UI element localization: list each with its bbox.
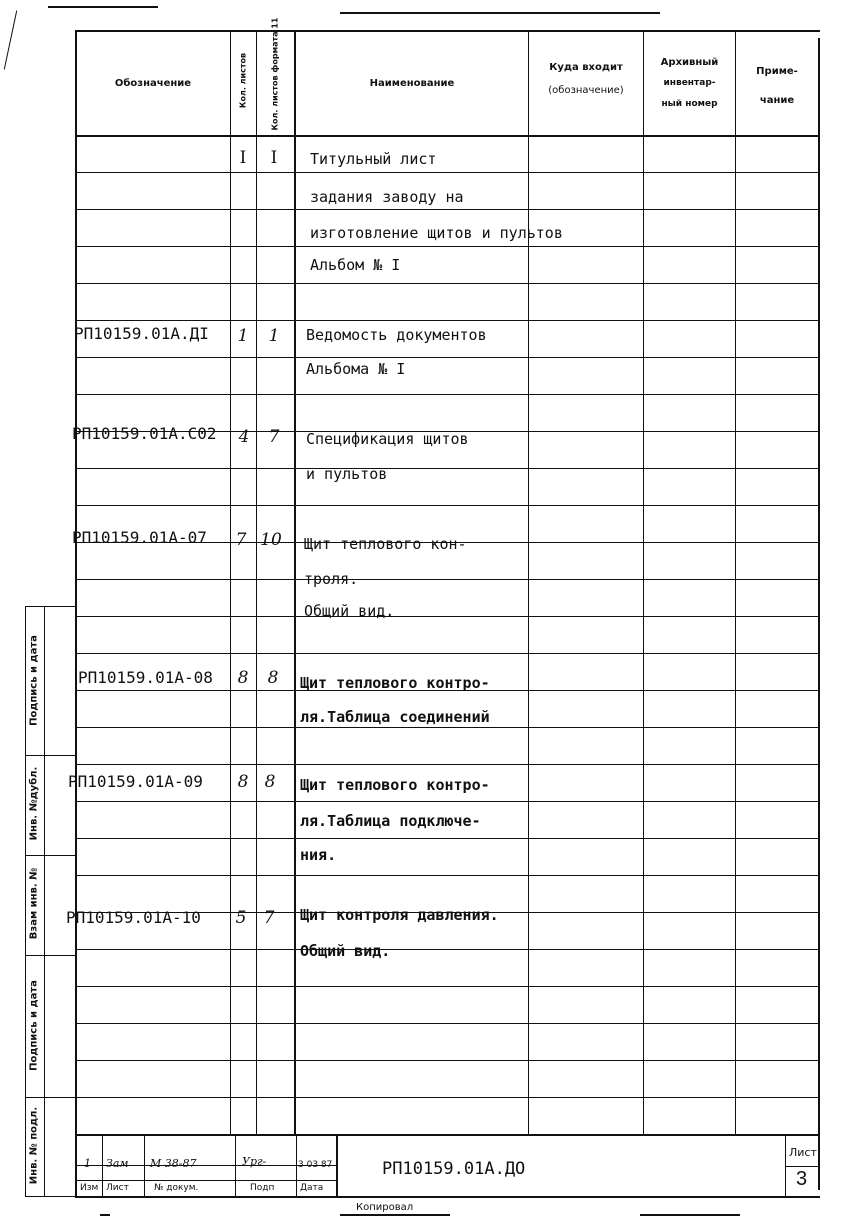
row-name-line: Титульный лист [310,150,437,168]
row-name-line: Щит теплового контро- [300,776,490,794]
row-name-line: Ведомость документов [306,326,487,344]
sheet-number: 3 [796,1168,808,1190]
row-format: 7 [268,427,280,447]
footer-dash-right [640,1214,740,1216]
row-sheets: 8 [237,668,249,688]
header-note-line1: Приме- [756,66,798,77]
header-archive-line1: Архивный [660,57,719,68]
row-name-line: и пультов [306,465,388,483]
stamp-caption-date: Дата [300,1183,324,1193]
row-sheets: 7 [235,530,247,550]
row-name-line: Общий вид. [304,602,395,620]
row-name-line: Щит теплового контро- [300,674,490,692]
row-sheets: I [239,148,247,168]
row-sheets: 5 [235,908,247,928]
footer-dash-left [100,1214,110,1216]
stamp-change-type: Зам [106,1157,129,1170]
row-designation: РП10159.01А.ДI [74,324,209,343]
row-name-line: троля. [304,570,359,588]
stamp-doc-no: М 38-87 [150,1157,197,1170]
header-archive [644,55,735,112]
stamp-caption-sign: Подп [250,1183,275,1193]
footer-copy-label: Копировал [356,1202,414,1213]
row-format: 10 [260,530,282,550]
header-designation: Обозначение [114,78,192,89]
sheet-caption: Лист [789,1146,817,1159]
stamp-caption-doc: № докум. [154,1183,199,1193]
row-format: 1 [268,326,280,346]
row-sheets: 8 [237,772,249,792]
header-format: Кол. листов формата 11 [270,17,280,131]
side-label-sign-date: Подпись и дата [28,635,40,726]
side-label-inv-dubl: Инв. №дубл. [28,766,40,841]
row-name-line: Альбома № I [306,360,406,378]
header-sheets: Кол. листов [238,52,248,109]
header-where [529,60,643,98]
row-name-line: Щит теплового кон- [304,535,467,553]
row-designation: РП10159.01А-10 [66,908,201,927]
header-where-line2: (обозначение) [548,85,624,96]
header-archive-line2: инвентар- [663,78,716,88]
row-name-line: Спецификация щитов [306,430,469,448]
footer-dash [340,1214,450,1216]
row-sheets: 1 [237,326,249,346]
stamp-signature: Ург- [242,1155,267,1168]
row-designation: РП10159.01А.С02 [72,424,217,443]
row-sheets: 4 [238,427,250,447]
row-name-line: ния. [300,846,337,864]
row-name-line: Щит контроля давления. [300,906,499,924]
row-designation: РП10159.01А-09 [68,772,203,791]
side-label-sign-date-2: Подпись и дата [28,980,40,1071]
stamp-caption-list: Лист [106,1183,129,1193]
header-name: Наименование [369,78,455,89]
row-format: 7 [263,908,275,928]
header-note [736,64,818,108]
row-designation: РП10159.01А-07 [72,528,207,547]
row-format: 8 [264,772,276,792]
row-name-line: ля.Таблица соединений [300,708,490,726]
row-name-line: Общий вид. [300,942,391,960]
stamp-change-no: 1 [84,1157,91,1170]
row-format: I [270,148,278,168]
header-note-line2: чание [759,95,795,106]
row-name-line: Альбом № I [310,256,401,274]
side-label-inv-podl: Инв. № подл. [28,1106,40,1185]
header-archive-line3: ный номер [661,99,718,109]
row-name-line: ля.Таблица подключе- [300,812,481,830]
row-name-line: изготовление щитов и пультов [310,224,563,242]
header-where-line1: Куда входит [549,62,623,73]
stamp-caption-izm: Изм [80,1183,99,1193]
document-code: РП10159.01А.ДО [382,1159,526,1179]
row-designation: РП10159.01А-08 [78,668,213,687]
side-label-vzam-inv: Взам инв. № [28,867,40,940]
row-format: 8 [267,668,279,688]
stamp-date: 3 03 87 [298,1160,333,1170]
row-name-line: задания заводу на [310,188,464,206]
